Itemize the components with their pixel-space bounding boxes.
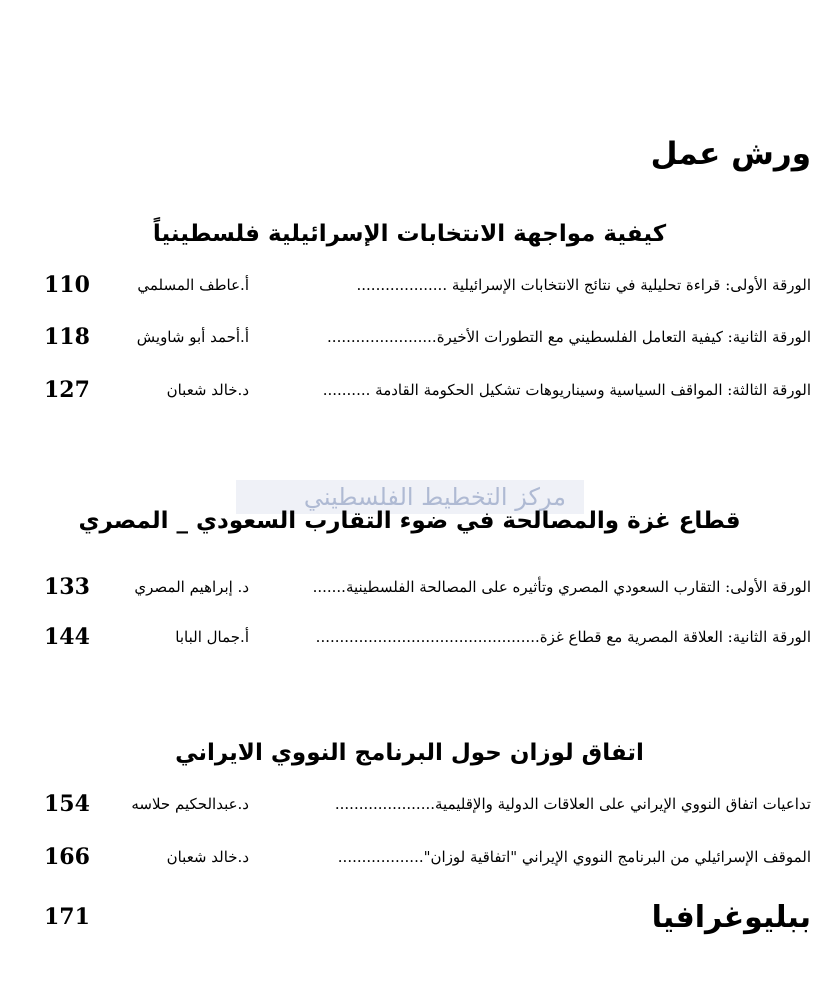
- toc-entry[interactable]: [0, 375, 819, 411]
- entry-page-number: 166: [44, 844, 90, 870]
- bibliography-heading[interactable]: ببليوغرافيا: [651, 900, 811, 935]
- entry-author: د. إبراهيم المصري: [134, 578, 249, 596]
- entry-title: الورقة الأولى: التقارب السعودي المصري وتأثيره على المصالحة الفلسطينية.......: [312, 578, 811, 596]
- entry-title: الورقة الثالثة: المواقف السياسية وسيناريوهات تشكيل الحكومة القادمة ..........: [322, 381, 811, 399]
- entry-author: د.خالد شعبان: [166, 848, 249, 866]
- entry-page-number: 133: [44, 574, 90, 600]
- entry-author: د.خالد شعبان: [166, 381, 249, 399]
- entry-page-number: 144: [44, 624, 90, 650]
- entry-page-number: 127: [44, 377, 90, 403]
- toc-entry[interactable]: [0, 270, 819, 306]
- entry-page-number: 154: [44, 791, 90, 817]
- toc-entry[interactable]: [0, 322, 819, 358]
- entry-author: أ.أحمد أبو شاويش: [136, 328, 249, 346]
- entry-title: تداعيات اتفاق النووي الإيراني على العلاقات الدولية والإقليمية.....................: [334, 795, 811, 813]
- entry-page-number: 118: [44, 324, 90, 350]
- toc-entry[interactable]: [0, 842, 819, 878]
- section-title: اتفاق لوزان حول البرنامج النووي الايراني: [175, 740, 644, 766]
- workshops-heading: ورش عمل: [650, 136, 811, 172]
- bibliography-page-number: 171: [44, 904, 90, 930]
- entry-author: د.عبدالحكيم حلاسه: [131, 795, 249, 813]
- toc-entry[interactable]: [0, 572, 819, 608]
- section-title: كيفية مواجهة الانتخابات الإسرائيلية فلسطينياً: [152, 221, 667, 247]
- entry-author: أ.عاطف المسلمي: [137, 276, 249, 294]
- toc-entry[interactable]: [0, 622, 819, 658]
- entry-title: الورقة الأولى: قراءة تحليلية في نتائج الانتخابات الإسرائيلية ...................: [356, 276, 811, 294]
- entry-title: الورقة الثانية: العلاقة المصرية مع قطاع غزة...............................................: [315, 628, 811, 646]
- entry-title: الورقة الثانية: كيفية التعامل الفلسطيني مع التطورات الأخيرة.......................: [327, 328, 811, 346]
- entry-author: أ.جمال البابا: [175, 628, 249, 646]
- bibliography-row: [0, 902, 819, 938]
- entry-title: الموقف الإسرائيلي من البرنامج النووي الإيراني "اتفاقية لوزان"..................: [337, 848, 811, 866]
- watermark-text: مركز التخطيط الفلسطيني: [303, 483, 566, 511]
- entry-page-number: 110: [44, 272, 90, 298]
- section-title: قطاع غزة والمصالحة في ضوء التقارب السعودي _ المصري: [78, 508, 741, 534]
- toc-entry[interactable]: [0, 789, 819, 825]
